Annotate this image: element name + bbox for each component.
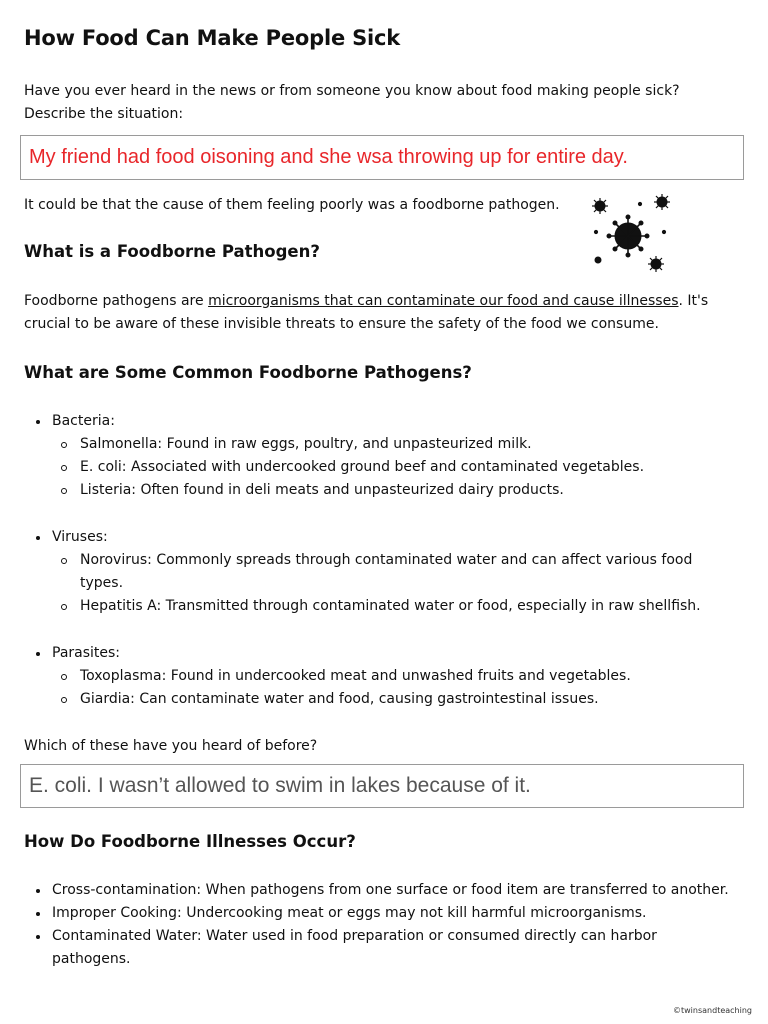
list-item: Improper Cooking: Undercooking meat or eggs may not kill harmful microorganisms. bbox=[24, 902, 744, 925]
virus-icon bbox=[584, 188, 680, 278]
section-heading-common: What are Some Common Foodborne Pathogens? bbox=[24, 363, 472, 382]
situation-answer-field[interactable]: My friend had food oisoning and she wsa throwing up for entire day. bbox=[20, 135, 744, 180]
group-viruses: Viruses: bbox=[24, 526, 744, 549]
intro-followup: It could be that the cause of them feeling poorly was a foodborne pathogen. bbox=[24, 197, 560, 213]
pathogen-groups-list-viruses bbox=[24, 526, 744, 618]
intro-question: Have you ever heard in the news or from someone you know about food making people sick? bbox=[24, 83, 680, 99]
definition-lead: Foodborne pathogens are bbox=[24, 293, 209, 309]
pathogen-groups-list bbox=[24, 410, 744, 502]
intro-prompt: Describe the situation: bbox=[24, 106, 184, 122]
footer-credit: ©twinsandteaching bbox=[673, 1006, 752, 1015]
list-item: Hepatitis A: Transmitted through contaminated water or food, especially in raw shellfish. bbox=[24, 595, 744, 618]
pathogen-definition bbox=[24, 290, 708, 313]
list-item: Giardia: Can contaminate water and food, causing gastrointestinal issues. bbox=[24, 688, 744, 711]
list-item: Norovirus: Commonly spreads through contaminated water and can affect various food types. bbox=[24, 549, 720, 595]
causes-list bbox=[24, 879, 744, 971]
list-item: Salmonella: Found in raw eggs, poultry, and unpasteurized milk. bbox=[24, 433, 744, 456]
list-item: Listeria: Often found in deli meats and unpasteurized dairy products. bbox=[24, 479, 744, 502]
group-parasites: Parasites: bbox=[24, 642, 744, 665]
definition-tail: . It's bbox=[678, 293, 709, 309]
heard-of-answer-field[interactable]: E. coli. I wasn’t allowed to swim in lakes because of it. bbox=[20, 764, 744, 808]
definition-underlined: microorganisms that can contaminate our food and cause illnesses bbox=[208, 293, 679, 309]
list-item: Cross-contamination: When pathogens from one surface or food item are transferred to another. bbox=[24, 879, 744, 902]
pathogen-groups-list-parasites bbox=[24, 642, 744, 711]
section-heading-how-occur: How Do Foodborne Illnesses Occur? bbox=[24, 832, 356, 851]
list-item: Toxoplasma: Found in undercooked meat and unwashed fruits and vegetables. bbox=[24, 665, 744, 688]
pathogen-definition-line2: crucial to be aware of these invisible threats to ensure the safety of the food we consume. bbox=[24, 316, 659, 332]
section-heading-what-is: What is a Foodborne Pathogen? bbox=[24, 242, 320, 261]
group-bacteria: Bacteria: bbox=[24, 410, 744, 433]
list-item: Contaminated Water: Water used in food preparation or consumed directly can harbor pathogens. bbox=[24, 925, 672, 971]
list-item: E. coli: Associated with undercooked ground beef and contaminated vegetables. bbox=[24, 456, 744, 479]
heard-of-question: Which of these have you heard of before? bbox=[24, 738, 318, 754]
page-title: How Food Can Make People Sick bbox=[24, 26, 401, 50]
